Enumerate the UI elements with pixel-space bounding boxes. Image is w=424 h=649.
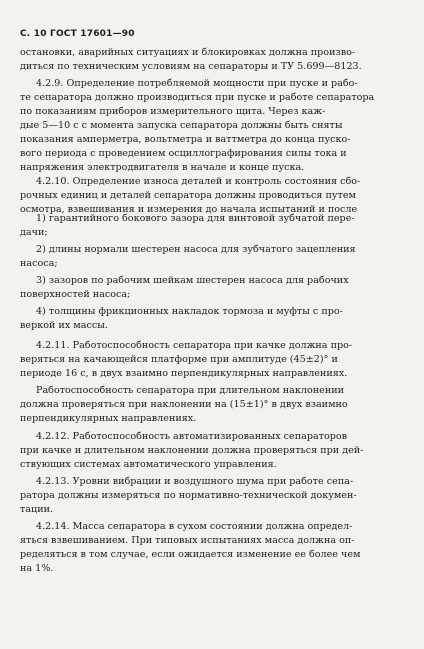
text-line: периоде 16 с, в двух взаимно перпендикулярных направлениях.	[20, 368, 348, 379]
list-item-line: 3) зазоров по рабочим шейкам шестерен насоса для рабочих	[36, 275, 349, 286]
text-line: на 1%.	[20, 563, 54, 574]
text-line: ределяться в том случае, если ожидается изменение ее более чем	[20, 549, 361, 560]
list-item-line: 2) длины нормали шестерен насоса для зубчатого зацепления	[36, 244, 356, 255]
text-line: те сепаратора должно производиться при пуске и работе сепаратора	[20, 92, 375, 103]
list-item-line: 4) толщины фрикционных накладок тормоза и муфты с про-	[36, 306, 343, 317]
text-line: должна проверяться при наклонении на (15±1)° в двух взаимно	[20, 399, 348, 410]
text-line: диться по техническим условиям на сепараторы и ТУ 5.699—8123.	[20, 61, 362, 72]
list-item-line: насоса;	[20, 258, 58, 269]
text-line: 4.2.11. Работоспособность сепаратора при качке должна про-	[36, 340, 353, 351]
text-line: показания амперметра, вольтметра и ваттметра до конца пуско-	[20, 134, 351, 145]
text-line: ствующих системах автоматического управления.	[20, 459, 277, 470]
text-line: 4.2.12. Работоспособность автоматизированных сепараторов	[36, 431, 348, 442]
text-line: рочных единиц и деталей сепаратора должны проводиться путем	[20, 190, 356, 201]
text-line: Работоспособность сепаратора при длительном наклонении	[36, 385, 345, 396]
list-item-line: веркой их массы.	[20, 320, 108, 331]
page-header: С. 10 ГОСТ 17601—90	[20, 29, 135, 39]
text-line: 4.2.13. Уровни вибрации и воздушного шума при работе сепа-	[36, 476, 354, 487]
text-line: перпендикулярных направлениях.	[20, 413, 197, 424]
text-line: 4.2.9. Определение потребляемой мощности при пуске и рабо-	[36, 78, 358, 89]
text-line: тации.	[20, 504, 54, 515]
text-line: 4.2.14. Масса сепаратора в сухом состоянии должна определ-	[36, 521, 353, 532]
text-line: веряться на качающейся платформе при амплитуде (45±2)° и	[20, 354, 338, 365]
text-line: при качке и длительном наклонении должна проверяться при дей-	[20, 445, 364, 456]
text-line: остановки, аварийных ситуациях и блокировках должна произво-	[20, 47, 356, 58]
text-line: напряжения электродвигателя в начале и конце пуска.	[20, 162, 305, 173]
list-item-line: дачи;	[20, 227, 48, 238]
text-line: дые 5—10 с с момента запуска сепаратора должны быть сняты	[20, 120, 343, 131]
list-item-line: 1) гарантийного бокового зазора для винтовой зубчатой пере-	[36, 213, 355, 224]
list-item-line: поверхностей насоса;	[20, 289, 131, 300]
text-line: 4.2.10. Определение износа деталей и контроль состояния сбо-	[36, 176, 361, 187]
text-line: осмотра, взвешивания и измерения до начала испытаний и после	[20, 204, 358, 215]
text-line: яться взвешиванием. При типовых испытаниях масса должна оп-	[20, 535, 355, 546]
text-line: по показаниям приборов измерительного щита. Через каж-	[20, 106, 326, 117]
text-line: ратора должны измеряться по нормативно-технической докумен-	[20, 490, 357, 501]
text-line: вого периода с проведением осциллографирования силы тока и	[20, 148, 347, 159]
